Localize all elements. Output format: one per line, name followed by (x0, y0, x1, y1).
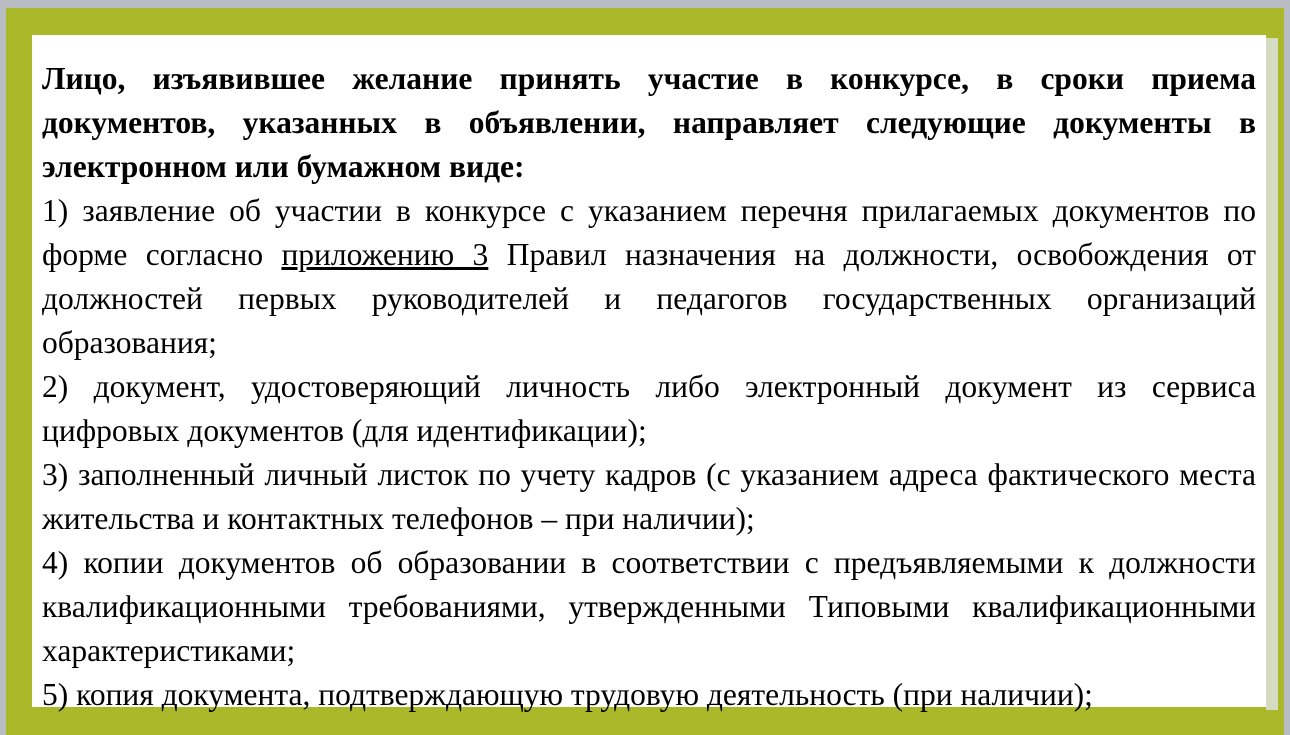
list-item-2: 2) документ, удостоверяющий личность либо электронный документ из сервиса цифровых документов (для идентификации); (42, 369, 1256, 448)
left-border-strip (0, 0, 6, 735)
list-item-1 (42, 189, 1256, 365)
list-item-1-text-end: Правил назначения на должности, освобождения от должностей первых руководителей и педагогов государственных организаций образования; (42, 237, 1256, 360)
appendix-link[interactable]: приложению 3 (281, 237, 489, 272)
list-item-1-text: 1) заявление об участии в конкурсе с указанием перечня прилагаемых документов по форме согласно (42, 193, 1256, 272)
list-item-4: 4) копии документов об образовании в соответствии с предъявляемыми к должности квалификационными требованиями, утвержденными Типовыми квалификационными характеристиками; (42, 545, 1256, 668)
panel-shadow (1266, 38, 1278, 710)
document-panel (32, 35, 1266, 712)
list-item-5: 5) копия документа, подтверждающую трудовую деятельность (при наличии); (42, 677, 1093, 712)
top-border-strip (0, 0, 1290, 8)
intro-paragraph: Лицо, изъявившее желание принять участие в конкурсе, в сроки приема документов, указанных в объявлении, направляет следующие документы в электронном или бумажном виде: (42, 61, 1256, 184)
right-border-strip (1284, 0, 1290, 735)
list-item-3: 3) заполненный личный листок по учету кадров (с указанием адреса фактического места жительства и контактных телефонов – при наличии); (42, 457, 1256, 536)
